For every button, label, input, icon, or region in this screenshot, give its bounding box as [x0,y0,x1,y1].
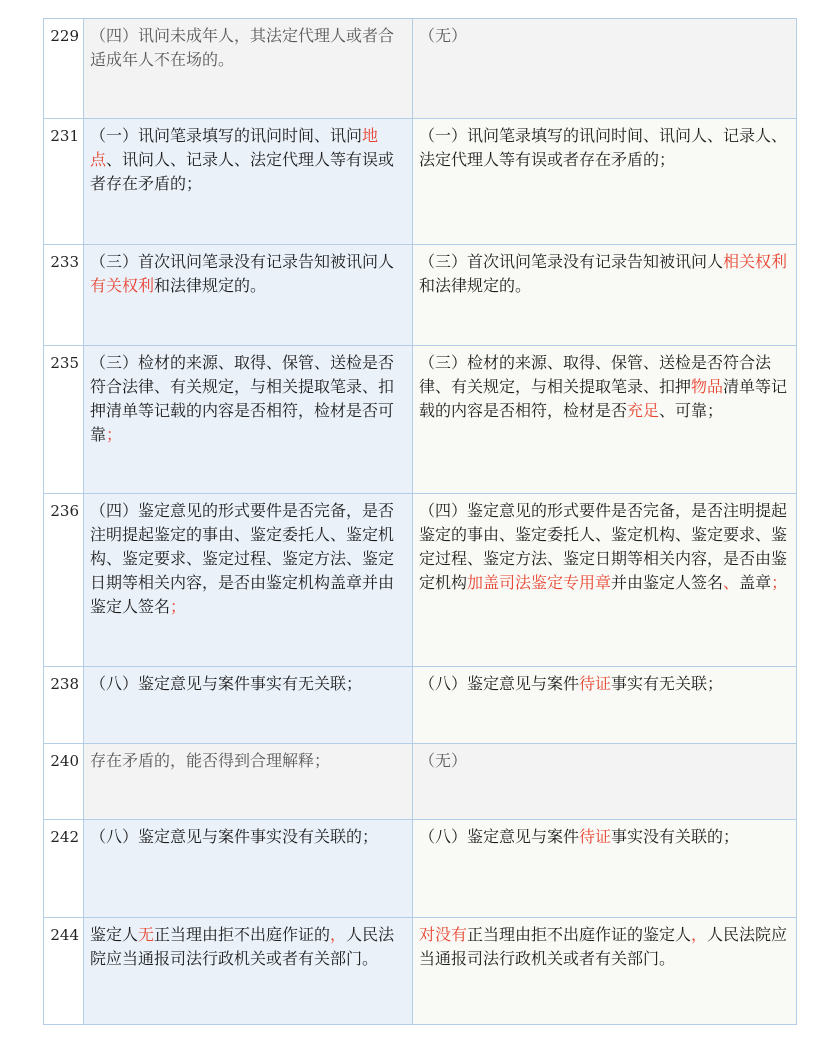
text-segment: 鉴定人 [90,925,139,944]
row-number: 238 [44,667,84,744]
table-row [44,245,797,346]
table-row [44,346,797,494]
new-text-cell [413,346,797,494]
text-segment: 和法律规定的。 [419,276,532,295]
highlighted-text: 对没有 [419,925,468,944]
table-row [44,19,797,119]
text-segment: 正当理由拒不出庭作证的 [154,925,331,944]
text-segment: （八）鉴定意见与案件事实有无关联； [90,674,363,693]
table-row [44,119,797,245]
comparison-table [43,18,797,1025]
text-segment: 人民法院应当通报司法行政机关或者有关部门。 [419,925,788,968]
highlighted-text: ， [691,925,708,944]
highlighted-text: ， [330,925,347,944]
old-text-cell [84,494,413,667]
table-row [44,667,797,744]
row-number: 229 [44,19,84,119]
highlighted-text: 、 [723,573,740,592]
highlighted-text: ； [170,597,187,616]
text-segment: （四）鉴定意见的形式要件是否完备，是否注明提起鉴定的事由、鉴定委托人、鉴定机构、鉴定要求、鉴定过程、鉴定方法、鉴定日期等相关内容，是否由鉴定机构 [419,501,788,592]
text-segment: （三）首次讯问笔录没有记录告知被讯问人 [419,252,724,271]
text-segment: 、讯问人、记录人、法定代理人等有误或者存在矛盾的； [90,150,395,193]
comparison-rows [44,19,797,1025]
highlighted-text: 相关权利 [723,252,788,271]
text-segment: 事实有无关联； [611,674,724,693]
text-segment: 盖章 [739,573,772,592]
highlighted-text: 有关权利 [90,276,155,295]
text-segment: 正当理由拒不出庭作证的鉴定人 [467,925,692,944]
text-segment: （八）鉴定意见与案件 [419,674,580,693]
text-segment: 存在矛盾的，能否得到合理解释； [90,751,331,770]
text-segment: （四）讯问未成年人，其法定代理人或者合适成年人不在场的。 [90,26,395,69]
row-number: 231 [44,119,84,245]
row-number: 233 [44,245,84,346]
text-segment: 人民法院应当通报司法行政机关或者有关部门。 [90,925,395,968]
text-segment: 事实没有关联的； [611,827,740,846]
highlighted-text: ； [771,573,788,592]
table-row [44,820,797,918]
text-segment: （三）检材的来源、取得、保管、送检是否符合法律、有关规定，与相关提取笔录、扣押清单等记载的内容是否相符，检材是否可靠 [90,353,395,444]
row-number: 242 [44,820,84,918]
text-segment: （无） [419,751,468,770]
text-segment: 清单等记载的内容是否相符，检材是否 [419,377,788,420]
new-text-cell [413,744,797,820]
text-segment: （一）讯问笔录填写的讯问时间、讯问人、记录人、法定代理人等有误或者存在矛盾的； [419,126,788,169]
text-segment: （八）鉴定意见与案件 [419,827,580,846]
old-text-cell [84,667,413,744]
old-text-cell [84,346,413,494]
new-text-cell [413,820,797,918]
text-segment: （一）讯问笔录填写的讯问时间、讯问 [90,126,363,145]
highlighted-text: ； [106,425,123,444]
text-segment: （三）首次讯问笔录没有记录告知被讯问人 [90,252,395,271]
highlighted-text: 待证 [579,827,612,846]
table-row [44,744,797,820]
table-row [44,494,797,667]
old-text-cell [84,119,413,245]
new-text-cell [413,245,797,346]
text-segment: （四）鉴定意见的形式要件是否完备，是否注明提起鉴定的事由、鉴定委托人、鉴定机构、鉴定要求、鉴定过程、鉴定方法、鉴定日期等相关内容，是否由鉴定机构盖章并由鉴定人签名 [90,501,395,616]
row-number: 244 [44,918,84,1025]
text-segment: （无） [419,26,468,45]
highlighted-text: 待证 [579,674,612,693]
text-segment: 、可靠； [659,401,724,420]
highlighted-text: 物品 [691,377,724,396]
row-number: 235 [44,346,84,494]
new-text-cell [413,119,797,245]
new-text-cell [413,667,797,744]
new-text-cell [413,494,797,667]
text-segment: 并由鉴定人签名 [611,573,724,592]
new-text-cell [413,918,797,1025]
new-text-cell [413,19,797,119]
highlighted-text: 地点 [90,126,379,169]
text-segment: 和法律规定的。 [154,276,267,295]
highlighted-text: 充足 [627,401,660,420]
table-row [44,918,797,1025]
old-text-cell [84,744,413,820]
row-number: 236 [44,494,84,667]
text-segment: （三）检材的来源、取得、保管、送检是否符合法律、有关规定，与相关提取笔录、扣押 [419,353,772,396]
row-number: 240 [44,744,84,820]
old-text-cell [84,918,413,1025]
old-text-cell [84,820,413,918]
old-text-cell [84,245,413,346]
text-segment: （八）鉴定意见与案件事实没有关联的； [90,827,379,846]
old-text-cell [84,19,413,119]
highlighted-text: 加盖司法鉴定专用章 [467,573,612,592]
highlighted-text: 无 [138,925,155,944]
